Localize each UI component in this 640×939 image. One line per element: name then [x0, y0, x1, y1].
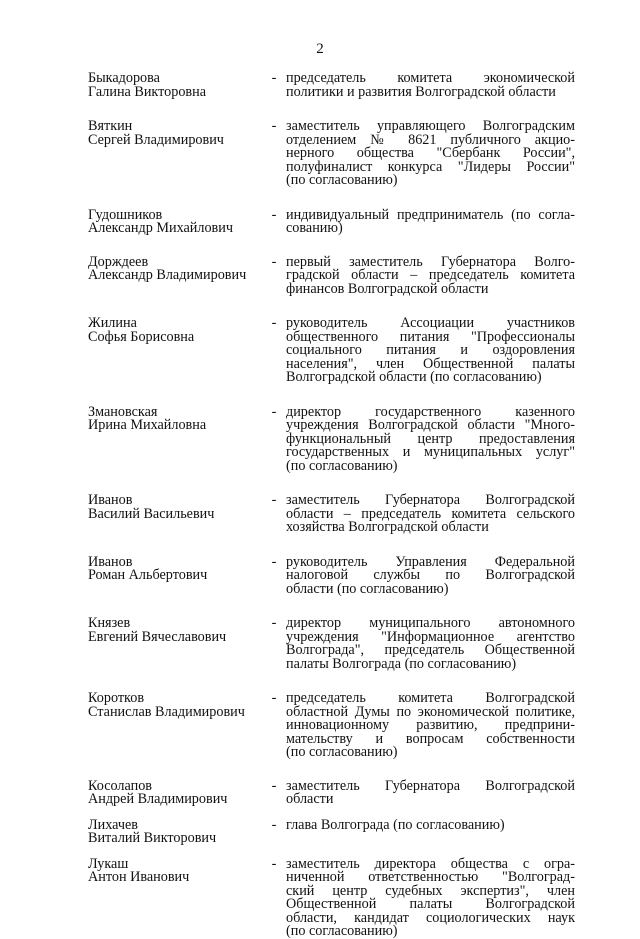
member-surname: Иванов [88, 492, 133, 508]
position-line: председатель комитета Волгоградской [286, 690, 575, 706]
member-name [88, 403, 262, 433]
separator-dash: - [271, 206, 277, 223]
member-surname: Дорждеев [88, 253, 149, 270]
position-line: отделением № 8621 публичного акцио- [286, 131, 575, 148]
position-line: функциональный центр предоставления [286, 430, 575, 447]
position-line: градской области – председатель комитета [286, 267, 575, 283]
member-name [88, 253, 262, 283]
member-entry [88, 855, 578, 939]
member-entry [88, 494, 578, 535]
member-entry [88, 617, 578, 671]
member-given-names: Александр Михайлович [88, 220, 233, 236]
position-line: политики и развития Волгоградской области [286, 83, 556, 100]
separator-dash: - [271, 118, 277, 134]
member-surname: Князев [88, 615, 131, 631]
member-entry [88, 206, 578, 236]
member-position [286, 72, 575, 99]
member-surname: Косолапов [88, 777, 152, 794]
position-line: сованию) [286, 220, 343, 236]
member-entry [88, 72, 578, 99]
member-position [286, 120, 575, 188]
member-surname: Змановская [88, 403, 158, 420]
separator-dash: - [271, 403, 277, 420]
position-line: директор государственного казенного [286, 403, 575, 420]
separator-dash: - [271, 777, 277, 794]
separator-dash: - [271, 816, 277, 833]
position-line: ский центр судебных экспертиз", член [286, 882, 575, 899]
position-line: заместитель директора общества с огра- [286, 855, 575, 872]
member-name [88, 317, 262, 344]
member-given-names: Александр Владимирович [88, 267, 247, 283]
position-line: области – председатель комитета сельского [286, 505, 575, 522]
position-line: налоговой службы по Волгоградской [286, 567, 575, 583]
position-line: (по согласованию) [286, 923, 398, 939]
position-line: области [286, 791, 334, 807]
member-given-names: Роман Альбертович [88, 567, 208, 583]
member-name [88, 72, 262, 99]
member-name [88, 120, 262, 147]
member-surname: Лихачев [88, 816, 138, 833]
position-line: Волгограда", председатель Общественной [286, 642, 575, 658]
separator-dash: - [271, 615, 277, 631]
position-line: хозяйства Волгоградской области [286, 519, 489, 535]
member-given-names: Ирина Михайловна [88, 417, 207, 433]
position-line: глава Волгограда (по согласованию) [286, 816, 505, 833]
member-given-names: Станислав Владимирович [88, 703, 245, 720]
member-position [286, 777, 575, 807]
position-line: области (по согласованию) [286, 580, 449, 597]
separator-dash: - [271, 553, 277, 570]
member-name [88, 494, 262, 521]
member-position [286, 816, 575, 833]
position-line: заместитель управляющего Волгоградским [286, 118, 575, 134]
separator-dash: - [271, 855, 277, 872]
position-line: Общественной палаты Волгоградской [286, 896, 575, 912]
position-line: нерного общества "Сбербанк России", [286, 145, 575, 161]
position-line: социального питания и оздоровления [286, 342, 575, 358]
position-line: руководитель Ассоциации участников [286, 315, 575, 331]
position-line: учреждения "Информационное агентство [286, 628, 575, 645]
position-line: (по согласованию) [286, 172, 398, 188]
position-line: (по согласованию) [286, 744, 398, 760]
position-line: инновационному развитию, предприни- [286, 717, 575, 733]
member-entry [88, 253, 578, 297]
position-line: области, кандидат социологических наук [286, 909, 575, 926]
member-given-names: Софья Борисовна [88, 328, 195, 345]
position-line: общественного питания "Профессионалы [286, 328, 575, 345]
member-entry [88, 120, 578, 188]
position-line: (по согласованию) [286, 457, 398, 474]
member-surname: Иванов [88, 553, 133, 570]
member-surname: Гудошников [88, 206, 163, 223]
position-line: заместитель Губернатора Волгоградской [286, 492, 575, 508]
position-line: ниченной ответственностью "Волгоград- [286, 869, 575, 885]
member-name [88, 553, 262, 583]
member-surname: Лукаш [88, 855, 129, 872]
separator-dash: - [271, 492, 277, 508]
position-line: председатель комитета экономической [286, 70, 575, 86]
member-name [88, 692, 262, 719]
member-given-names: Евгений Вячеславович [88, 628, 227, 645]
member-name [88, 816, 262, 846]
member-surname: Коротков [88, 690, 145, 706]
member-given-names: Андрей Владимирович [88, 791, 228, 807]
member-name [88, 206, 262, 236]
position-line: областной Думы по экономической политике, [286, 703, 575, 720]
member-given-names: Антон Иванович [88, 869, 190, 885]
position-line: Волгоградской области (по согласованию) [286, 369, 542, 385]
position-line: населения", член Общественной палаты [286, 355, 575, 372]
member-entry [88, 816, 578, 846]
position-line: заместитель Губернатора Волгоградской [286, 777, 575, 794]
position-line: полуфиналист конкурса "Лидеры России" [286, 158, 575, 175]
member-name [88, 855, 262, 885]
member-surname: Быкадорова [88, 70, 160, 86]
member-given-names: Василий Васильевич [88, 505, 215, 522]
member-entry [88, 777, 578, 807]
position-line: учреждения Волгоградской области "Много- [286, 417, 575, 433]
position-line: руководитель Управления Федеральной [286, 553, 575, 570]
separator-dash: - [271, 690, 277, 706]
member-entry [88, 403, 578, 474]
member-entry [88, 692, 578, 760]
member-position [286, 855, 575, 939]
member-position [286, 206, 575, 236]
member-position [286, 553, 575, 597]
member-given-names: Виталий Викторович [88, 830, 217, 846]
member-given-names: Сергей Владимирович [88, 131, 224, 148]
page-number: 2 [316, 41, 324, 57]
member-given-names: Галина Викторовна [88, 83, 207, 100]
member-name [88, 777, 262, 807]
member-position [286, 317, 575, 385]
position-line: мательству и вопросам собственности [286, 730, 575, 747]
member-position [286, 692, 575, 760]
position-line: первый заместитель Губернатора Волго- [286, 253, 575, 270]
separator-dash: - [271, 315, 277, 331]
member-position [286, 253, 575, 297]
member-position [286, 403, 575, 474]
member-entry [88, 553, 578, 597]
position-line: палаты Волгограда (по согласованию) [286, 655, 517, 672]
member-surname: Вяткин [88, 118, 133, 134]
position-line: индивидуальный предприниматель (по согла- [286, 206, 575, 223]
position-line: директор муниципального автономного [286, 615, 575, 631]
separator-dash: - [271, 253, 277, 270]
position-line: государственных и муниципальных услуг" [286, 444, 575, 460]
member-list [88, 72, 578, 939]
member-position [286, 617, 575, 671]
member-name [88, 617, 262, 644]
member-entry [88, 317, 578, 385]
member-position [286, 494, 575, 535]
separator-dash: - [271, 70, 277, 86]
member-surname: Жилина [88, 315, 137, 331]
position-line: финансов Волгоградской области [286, 280, 489, 297]
